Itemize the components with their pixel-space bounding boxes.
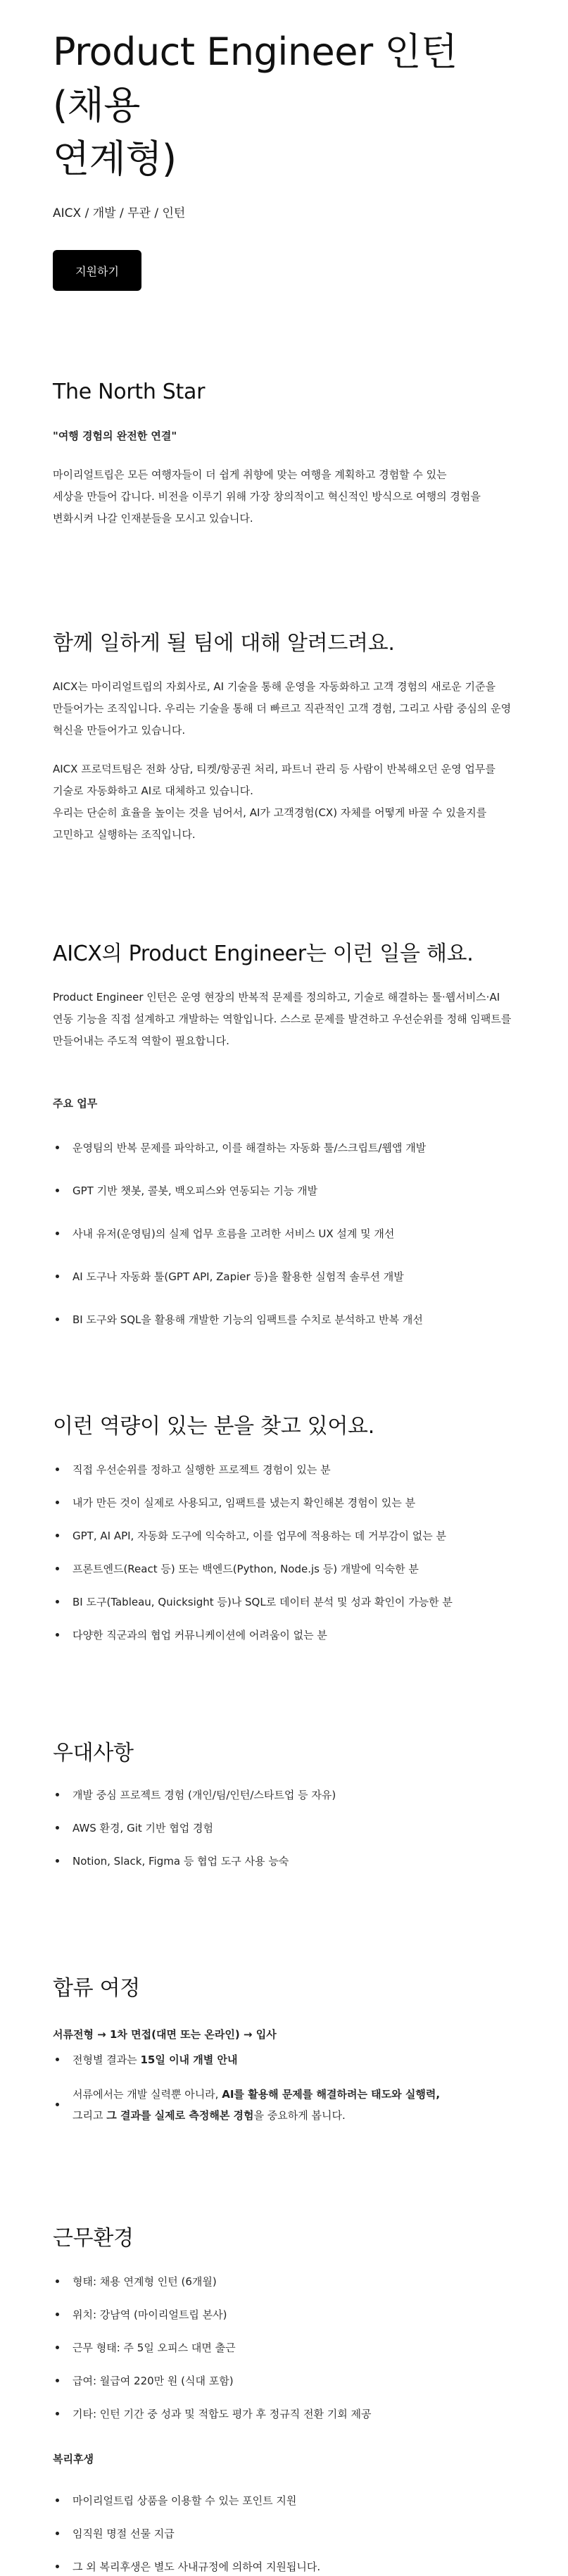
- list-item: 내가 만든 것이 실제로 사용되고, 임팩트를 냈는지 확인해본 경험이 있는 분: [53, 1494, 515, 1512]
- north-star-tagline: "여행 경험의 완전한 연결": [53, 430, 177, 442]
- qualifications-list: [53, 1461, 515, 1644]
- process-list: [53, 2050, 515, 2126]
- role-body-line: Product Engineer 인턴은 운영 현장의 반복적 문제를 정의하고, 기술로 해결하는 툴·웹서비스·AI: [53, 991, 500, 1003]
- process-item2-text2: 그리고: [72, 2109, 107, 2122]
- team-body-line: 만들어가는 조직입니다. 우리는 기술을 통해 더 빠르고 직관적인 고객 경험, 그리고 사람 중심의 운영: [53, 702, 512, 715]
- role-heading: AICX의 Product Engineer는 이런 일을 해요.: [53, 942, 474, 966]
- team-body-line: 고민하고 실행하는 조직입니다.: [53, 828, 196, 841]
- apply-button[interactable]: 지원하기: [53, 250, 141, 291]
- qualifications-section: [53, 1408, 515, 1644]
- list-item: 위치: 강남역 (마이리얼트립 본사): [53, 2306, 515, 2324]
- team-section: [53, 625, 515, 846]
- work-env-heading: 근무환경: [53, 2226, 134, 2251]
- north-star-body-line: 세상을 만들어 갑니다. 비전을 이루기 위해 가장 창의적이고 혁신적인 방식으로 여행의 경험을: [53, 490, 481, 503]
- list-item: 개발 중심 프로젝트 경험 (개인/팀/인턴/스타트업 등 자유): [53, 1786, 515, 1804]
- role-section: [53, 936, 515, 1329]
- list-item: 기타: 인턴 기간 중 성과 및 적합도 평가 후 정규직 전환 기회 제공: [53, 2405, 515, 2423]
- role-body-line: 연동 기능을 직접 설계하고 개발하는 역할입니다. 스스로 문제를 발견하고 우선순위를 정해 임팩트를: [53, 1013, 512, 1025]
- preferred-section: [53, 1735, 515, 1870]
- list-item: GPT, AI API, 자동화 도구에 익숙하고, 이를 업무에 적용하는 데 거부감이 없는 분: [53, 1527, 515, 1545]
- qualifications-heading: 이런 역량이 있는 분을 찾고 있어요.: [53, 1414, 374, 1439]
- list-item: 직접 우선순위를 정하고 실행한 프로젝트 경험이 있는 분: [53, 1461, 515, 1479]
- list-item: AI 도구나 자동화 툴(GPT API, Zapier 등)을 활용한 실험적 솔루션 개발: [53, 1268, 515, 1286]
- team-body-line: 기술로 자동화하고 AI로 대체하고 있습니다.: [53, 784, 253, 797]
- list-item: BI 도구와 SQL을 활용해 개발한 기능의 임팩트를 수치로 분석하고 반복 개선: [53, 1311, 515, 1329]
- list-item: 임직원 명절 선물 지급: [53, 2525, 515, 2543]
- list-item: 형태: 채용 연계형 인턴 (6개월): [53, 2272, 515, 2291]
- page-title-line2: 연계형): [53, 137, 177, 181]
- north-star-heading: The North Star: [53, 380, 206, 404]
- list-item: 운영팀의 반복 문제를 파악하고, 이를 해결하는 자동화 툴/스크립트/웹앱 개발: [53, 1139, 515, 1157]
- list-item: [53, 2084, 515, 2126]
- list-item: 프론트엔드(React 등) 또는 백엔드(Python, Node.js 등) 개발에 익숙한 분: [53, 1560, 515, 1578]
- list-item: AWS 환경, Git 기반 협업 경험: [53, 1819, 515, 1837]
- team-heading: 함께 일하게 될 팀에 대해 알려드려요.: [53, 631, 395, 656]
- benefits-list: [53, 2491, 515, 2576]
- role-body-line: 만들어내는 주도적 역할이 필요합니다.: [53, 1034, 229, 1047]
- preferred-heading: 우대사항: [53, 1741, 134, 1765]
- preferred-list: [53, 1786, 515, 1870]
- duties-list: [53, 1139, 515, 1329]
- list-item: 급여: 월급여 220만 원 (식대 포함): [53, 2372, 515, 2390]
- team-body-line: AICX는 마이리얼트립의 자회사로, AI 기술을 통해 운영을 자동화하고 고객 경험의 새로운 기준을: [53, 680, 496, 693]
- list-item: Notion, Slack, Figma 등 협업 도구 사용 능숙: [53, 1852, 515, 1870]
- process-item2-bold1: AI를 활용해 문제를 해결하려는 태도와 실행력,: [222, 2088, 441, 2101]
- north-star-body-line: 마이리얼트립은 모든 여행자들이 더 쉽게 취향에 맞는 여행을 계획하고 경험할 수 있는: [53, 468, 447, 481]
- process-item1-bold: 15일 이내 개별 안내: [140, 2053, 238, 2066]
- page-title: [53, 0, 515, 186]
- list-item: 그 외 복리후생은 별도 사내규정에 의하여 지원됩니다.: [53, 2558, 515, 2576]
- page-title-line1: Product Engineer 인턴 (채용: [53, 30, 457, 127]
- duties-title: 주요 업무: [53, 1097, 98, 1110]
- process-steps: 서류전형 → 1차 면접(대면 또는 온라인) → 입사: [53, 2028, 277, 2041]
- breadcrumb: AICX / 개발 / 무관 / 인턴: [53, 206, 186, 220]
- benefits-title: 복리후생: [53, 2453, 94, 2465]
- process-item2-bold2: 그 결과를 실제로 측정해본 경험: [106, 2109, 254, 2122]
- work-env-list: [53, 2272, 515, 2423]
- process-section: [53, 1970, 515, 2126]
- list-item: BI 도구(Tableau, Quicksight 등)나 SQL로 데이터 분석 및 성과 확인이 가능한 분: [53, 1593, 515, 1611]
- process-heading: 합류 여정: [53, 1976, 140, 2001]
- north-star-body-line: 변화시켜 나갈 인재분들을 모시고 있습니다.: [53, 512, 253, 525]
- team-body-line: AICX 프로덕트팀은 전화 상담, 티켓/항공권 처리, 파트너 관리 등 사람이 반복해오던 운영 업무를: [53, 763, 496, 775]
- process-item2-text3: 을 중요하게 봅니다.: [253, 2109, 346, 2122]
- list-item: 다양한 직군과의 협업 커뮤니케이션에 어려움이 없는 분: [53, 1626, 515, 1644]
- list-item: GPT 기반 챗봇, 콜봇, 백오피스와 연동되는 기능 개발: [53, 1182, 515, 1200]
- list-item: 근무 형태: 주 5일 오피스 대면 출근: [53, 2339, 515, 2357]
- north-star-section: [53, 380, 515, 530]
- work-env-section: [53, 2220, 515, 2576]
- list-item: [53, 2050, 515, 2070]
- list-item: 사내 유저(운영팀)의 실제 업무 흐름을 고려한 서비스 UX 설계 및 개선: [53, 1225, 515, 1243]
- process-item2-text1: 서류에서는 개발 실력뿐 아니라,: [72, 2088, 222, 2101]
- team-body-line: 혁신을 만들어가고 있습니다.: [53, 724, 186, 737]
- team-body-line: 우리는 단순히 효율을 높이는 것을 넘어서, AI가 고객경험(CX) 자체를 어떻게 바꿀 수 있을지를: [53, 806, 487, 819]
- list-item: 마이리얼트립 상품을 이용할 수 있는 포인트 지원: [53, 2491, 515, 2510]
- process-item1-prefix: 전형별 결과는: [72, 2053, 141, 2066]
